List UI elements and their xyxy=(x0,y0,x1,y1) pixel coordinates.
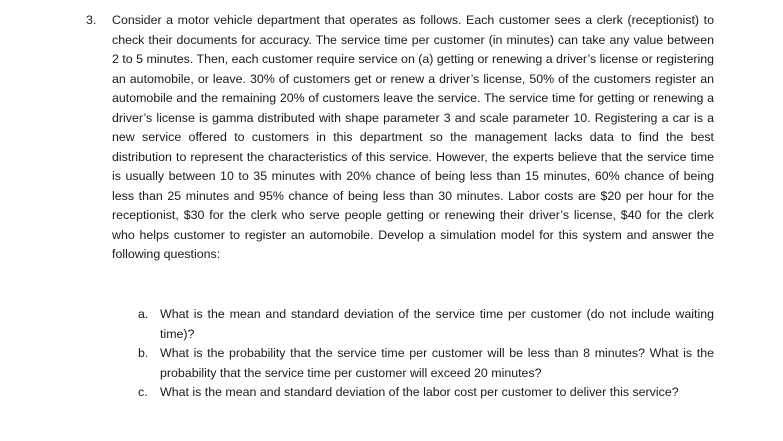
subquestion-text: What is the probability that the service time per customer will be less than 8 minutes? What is the probability that the service time per customer will exceed 20 minutes? xyxy=(160,346,714,380)
subquestion-letter: c. xyxy=(138,385,148,399)
subquestion-text: What is the mean and standard deviation of the service time per customer (do not include waiting time)? xyxy=(160,307,714,341)
subquestion-letter: a. xyxy=(138,307,149,321)
subquestion-a xyxy=(138,305,714,344)
question-3 xyxy=(86,11,714,265)
subquestion-letter: b. xyxy=(138,346,149,360)
subquestion-b xyxy=(138,344,714,383)
subquestion-c xyxy=(138,383,714,403)
question-text: Consider a motor vehicle department that operates as follows. Each customer sees a clerk (receptionist) to check their documents for accuracy. The service time per customer (in minutes) can take any value between 2 to 5 minutes. Then, each customer require service on (a) getting or renewing a driver’s license or registering an automobile, or leave. 30% of customers get or renew a driver’s license, 50% of the customers register an automobile and the remaining 20% of customers leave the service. The service time for getting or renewing a driver’s license is gamma distributed with shape parameter 3 and scale parameter 10. Registering a car is a new service offered to customers in this department so the management lacks data to find the best distribution to represent the characteristics of this service. However, the experts believe that the service time is usually between 10 to 35 minutes with 20% chance of being less than 15 minutes, 60% chance of being less than 25 minutes and 95% chance of being less than 30 minutes. Labor costs are $20 per hour for the receptionist, $30 for the clerk who serve people getting or renewing their driver’s license, $40 for the clerk who helps customer to register an automobile. Develop a simulation model for this system and answer the following questions: xyxy=(112,13,714,261)
subquestion-list xyxy=(138,305,714,403)
question-number: 3. xyxy=(86,13,97,27)
subquestion-text: What is the mean and standard deviation of the labor cost per customer to deliver this service? xyxy=(160,385,679,399)
